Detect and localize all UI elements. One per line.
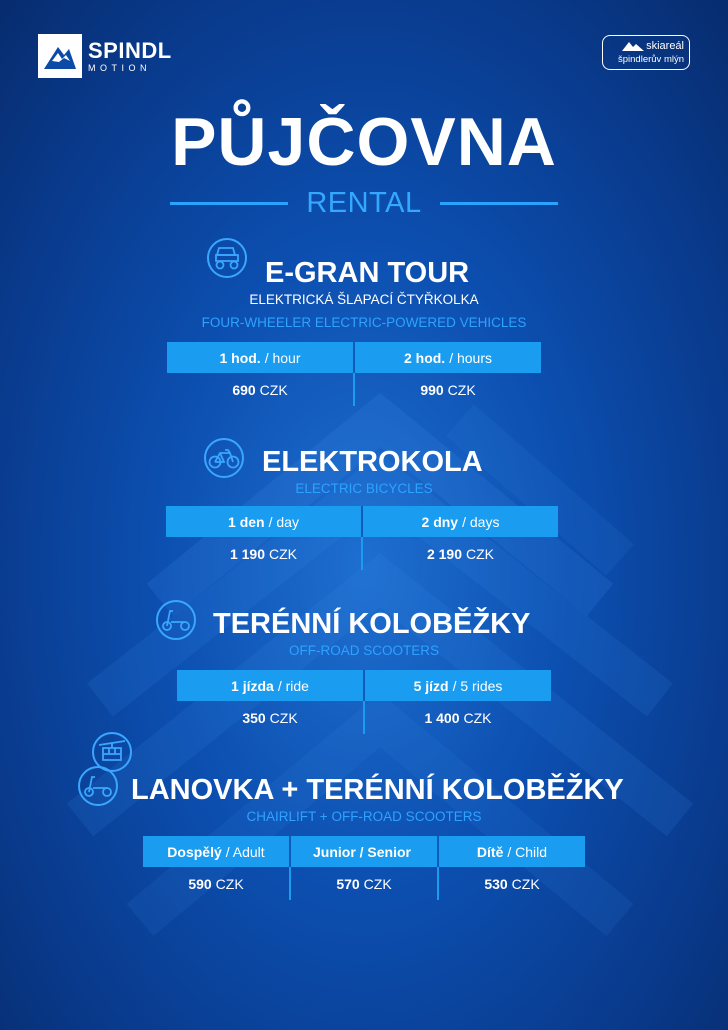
section-title-scooters: TERÉNNÍ KOLOBĚŽKY xyxy=(213,608,531,640)
price-header: Dítě / Child xyxy=(437,836,585,867)
price-header: 5 jízd / 5 rides xyxy=(363,670,551,701)
scooter-icon xyxy=(156,600,196,640)
bicycle-icon xyxy=(204,438,244,478)
section-subtitle-en-chairlift: CHAIRLIFT + OFF-ROAD SCOOTERS xyxy=(246,809,482,824)
skiareal-name: skiareál xyxy=(646,39,684,52)
quad-vehicle-icon xyxy=(207,238,247,278)
price-header: Junior / Senior xyxy=(289,836,437,867)
price-table-ebikes xyxy=(166,506,558,570)
section-subtitle-en-ebikes: ELECTRIC BICYCLES xyxy=(295,481,433,496)
section-subtitle-en-scooters: OFF-ROAD SCOOTERS xyxy=(288,643,439,658)
price-header: 1 jízda / ride xyxy=(177,670,363,701)
scooter-icon xyxy=(78,766,118,806)
page-subtitle: RENTAL xyxy=(306,186,422,219)
section-title-ebikes: ELEKTROKOLA xyxy=(262,446,483,478)
brand-name: SPINDL xyxy=(88,37,172,63)
price-value: 990 CZK xyxy=(353,373,541,406)
price-table-scooters xyxy=(177,670,551,734)
divider-right xyxy=(440,202,558,205)
price-header: 2 hod. / hours xyxy=(353,342,541,373)
subtitle-row xyxy=(170,186,558,220)
price-value: 1 400 CZK xyxy=(363,701,551,734)
price-header: 1 hod. / hour xyxy=(167,342,353,373)
section-subtitle-cz-egran: ELEKTRICKÁ ŠLAPACÍ ČTYŘKOLKA xyxy=(249,292,479,307)
mountain-icon xyxy=(622,41,644,51)
mountain-logo-icon xyxy=(38,34,82,78)
price-value: 690 CZK xyxy=(232,381,288,398)
page-title: PŮJČOVNA xyxy=(171,104,557,180)
price-value: 570 CZK xyxy=(289,867,437,900)
price-value: 1 190 CZK xyxy=(229,545,298,562)
price-value: 2 190 CZK xyxy=(361,537,558,570)
divider-left xyxy=(170,202,288,205)
price-value: 590 CZK xyxy=(188,875,244,892)
brand-sub: MOTION xyxy=(88,62,151,73)
section-title-egran: E-GRAN TOUR xyxy=(265,257,470,289)
price-header: 2 dny / days xyxy=(361,506,558,537)
section-title-chairlift: LANOVKA + TERÉNNÍ KOLOBĚŽKY xyxy=(131,774,624,806)
skiareal-place: špindlerův mlýn xyxy=(618,53,684,65)
skiareal-logo xyxy=(602,35,690,70)
price-value: 530 CZK xyxy=(437,867,585,900)
price-header: Dospělý / Adult xyxy=(143,836,289,867)
price-table-chairlift xyxy=(143,836,585,900)
price-value: 350 CZK xyxy=(242,709,298,726)
spindl-motion-logo xyxy=(38,34,172,78)
section-subtitle-en-egran: FOUR-WHEELER ELECTRIC-POWERED VEHICLES xyxy=(201,315,527,330)
price-header: 1 den / day xyxy=(166,506,361,537)
price-table-egran xyxy=(167,342,541,406)
